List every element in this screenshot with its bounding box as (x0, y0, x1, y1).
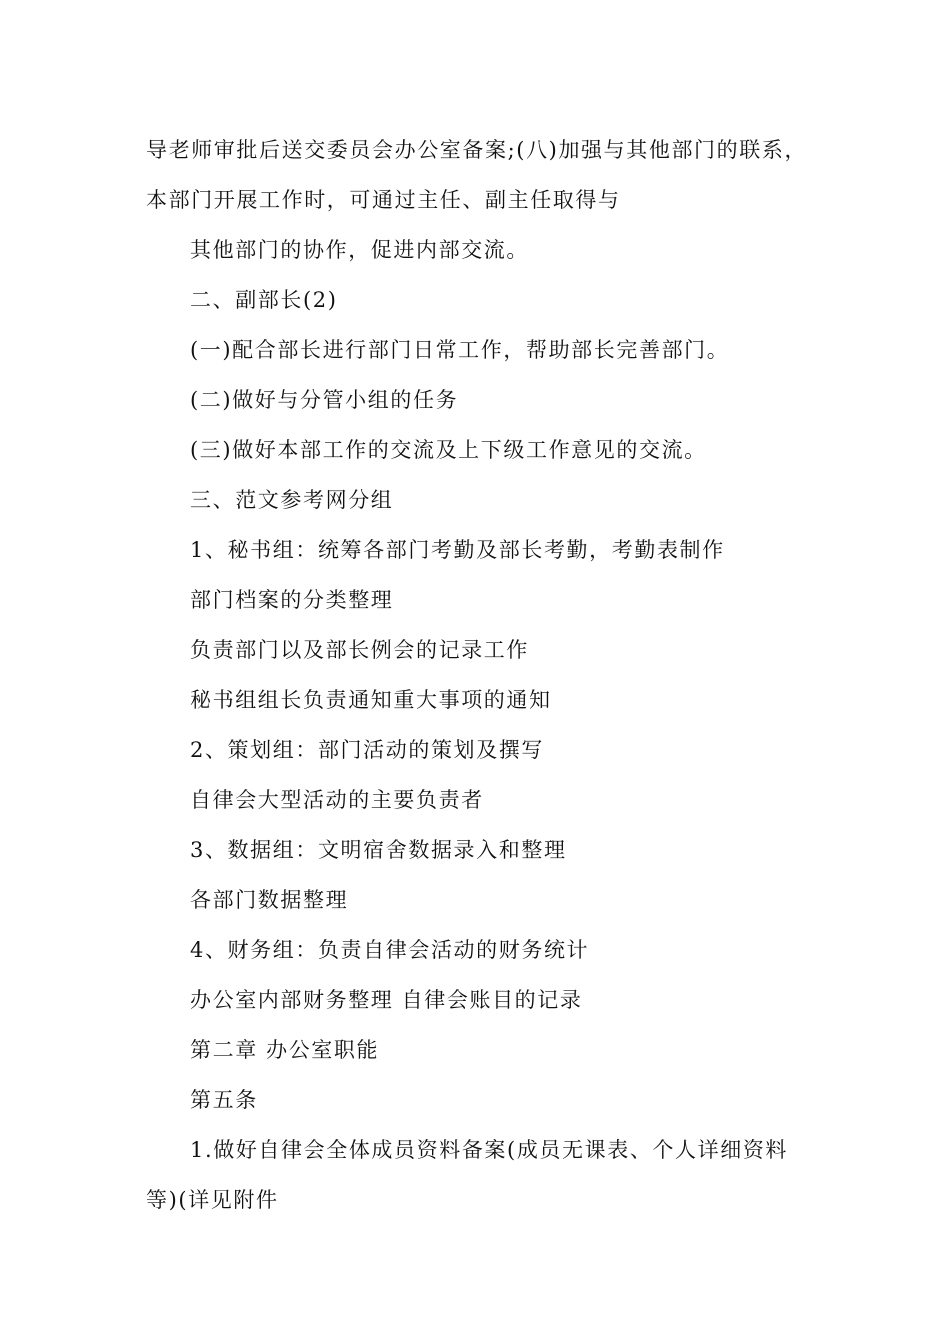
section-heading: 二、副部长(2) (190, 288, 338, 312)
text-line: 本部门开展工作时，可通过主任、副主任取得与 (146, 188, 621, 212)
text-line: 等)(详见附件 (146, 1188, 279, 1212)
text-line: (一)配合部长进行部门日常工作，帮助部长完善部门。 (190, 338, 730, 362)
text-line: 负责部门以及部长例会的记录工作 (190, 638, 529, 662)
text-line: 各部门数据整理 (190, 888, 349, 912)
text-line: 部门档案的分类整理 (190, 588, 394, 612)
section-heading: 三、范文参考网分组 (190, 488, 394, 512)
text-line: 导老师审批后送交委员会办公室备案;(八)加强与其他部门的联系， (146, 138, 808, 162)
article-heading: 第五条 (190, 1088, 258, 1112)
text-line: 1.做好自律会全体成员资料备案(成员无课表、个人详细资料 (190, 1138, 789, 1162)
text-line: (三)做好本部工作的交流及上下级工作意见的交流。 (190, 438, 707, 462)
text-line: 办公室内部财务整理 自律会账目的记录 (190, 988, 583, 1012)
text-line: 3、数据组：文明宿舍数据录入和整理 (190, 838, 567, 862)
text-line: (二)做好与分管小组的任务 (190, 388, 459, 412)
text-line: 其他部门的协作，促进内部交流。 (190, 238, 529, 262)
chapter-heading: 第二章 办公室职能 (190, 1038, 380, 1062)
text-line: 4、财务组：负责自律会活动的财务统计 (190, 938, 590, 962)
text-line: 秘书组组长负责通知重大事项的通知 (190, 688, 552, 712)
text-line: 2、策划组：部门活动的策划及撰写 (190, 738, 544, 762)
text-line: 1、秘书组：统筹各部门考勤及部长考勤，考勤表制作 (190, 538, 725, 562)
text-line: 自律会大型活动的主要负责者 (190, 788, 484, 812)
